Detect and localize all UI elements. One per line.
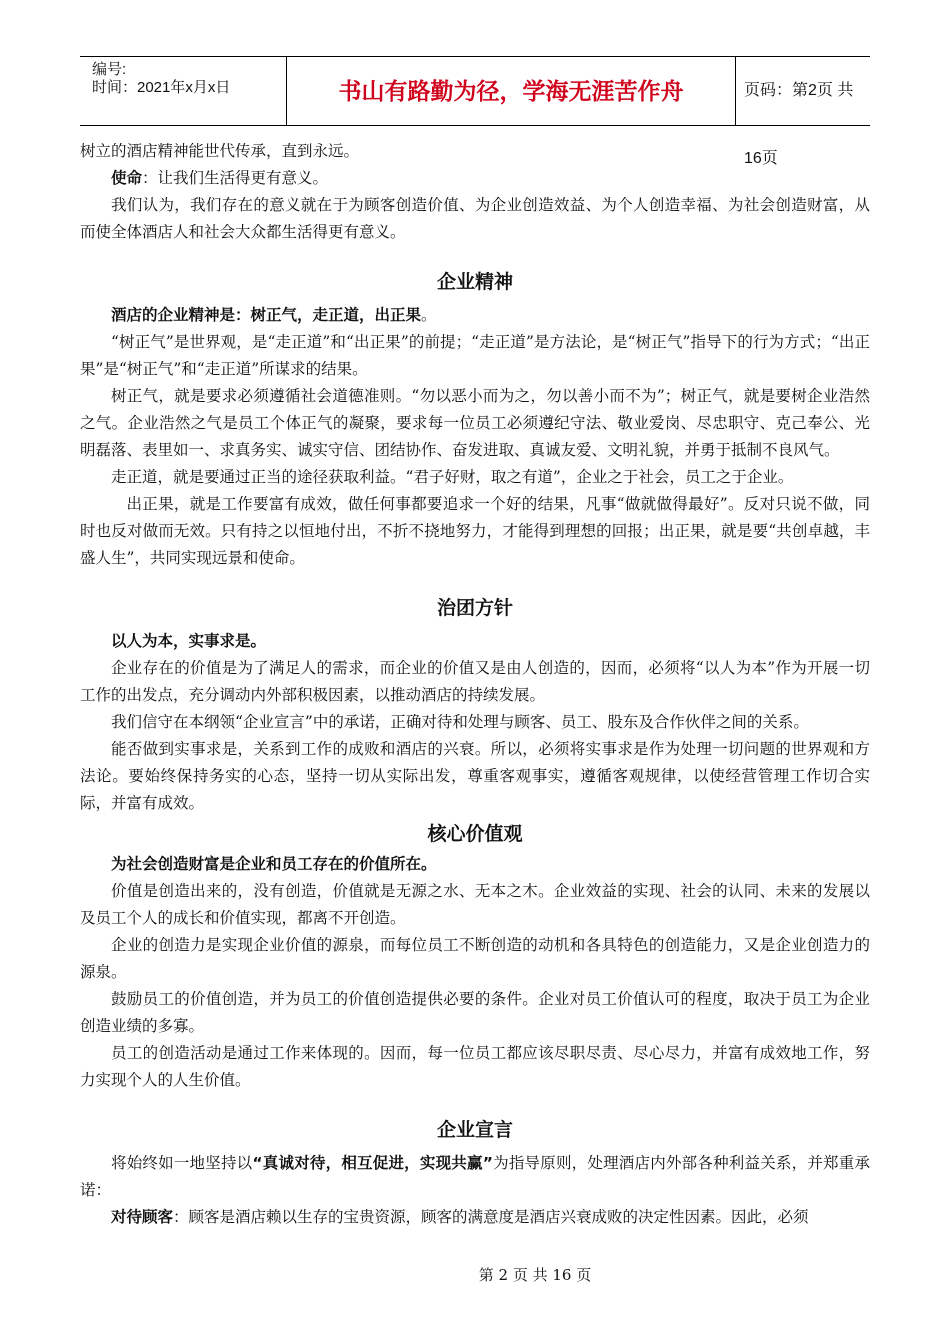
section-lead: [80, 628, 870, 655]
customers-label: 对待顾客: [111, 1208, 174, 1226]
document-body: [80, 138, 870, 1231]
paragraph: 我们信守在本纲领“企业宣言”中的承诺，正确对待和处理与顾客、员工、股东及合作伙伴之间的关系。: [111, 713, 809, 731]
paragraph-declaration: [80, 1150, 870, 1204]
paragraph: 价值是创造出来的，没有创造，价值就是无源之水、无本之木。企业效益的实现、社会的认同、未来的发展以及员工个人的成长和价值实现，都离不开创造。: [80, 882, 870, 927]
paragraph: 树正气，就是要求必须遵循社会道德准则。“勿以恶小而为之，勿以善小而不为”；树正气，就是要树企业浩然之气。企业浩然之气是员工个体正气的凝聚，要求每一位员工必须遵纪守法、敬业爱岗、尽忠职守、克己奉公、光明磊落、表里如一、求真务实、诚实守信、团结协作、奋发进取、真诚友爱、文明礼貌，并勇于抵制不良风气。: [80, 387, 870, 459]
paragraph: 能否做到实事求是，关系到工作的成败和酒店的兴衰。所以，必须将实事求是作为处理一切问题的世界观和方法论。要始终保持务实的心态，坚持一切从实际出发，尊重客观事实，遵循客观规律，以使经营管理工作切合实际，并富有成效。: [80, 740, 870, 812]
declaration-text-a: 将始终如一地坚持以: [111, 1154, 253, 1172]
paragraph: 树立的酒店精神能世代传承，直到永远。: [80, 142, 360, 160]
section-lead-bold: 为社会创造财富是企业和员工存在的价值所在。: [111, 855, 437, 873]
paragraph: 企业的创造力是实现企业价值的源泉，而每位员工不断创造的动机和各具特色的创造能力，又是企业创造力的源泉。: [80, 936, 870, 981]
paragraph-mission: [80, 165, 870, 192]
section-heading: 核心价值观: [427, 823, 523, 845]
customers-text: ：顾客是酒店赖以生存的宝贵资源，顾客的满意度是酒店兴衰成败的决定性因素。因此，必须: [173, 1208, 809, 1226]
paragraph: 我们认为，我们存在的意义就在于为顾客创造价值、为企业创造效益、为个人创造幸福、为社会创造财富，从而使全体酒店人和社会大众都生活得更有意义。: [80, 196, 870, 241]
mission-label: 使命: [111, 169, 143, 187]
section-heading: 治团方针: [436, 597, 513, 619]
section-heading: 企业精神: [436, 271, 513, 293]
section-lead-end: 。: [421, 306, 437, 324]
mission-text: ：让我们生活得更有意义。: [142, 169, 329, 187]
section-lead: [80, 302, 870, 329]
paragraph-customers: [80, 1204, 870, 1231]
page-footer: 第 2 页 共 16 页: [478, 1266, 592, 1284]
declaration-principle: “真诚对待，相互促进，实现共赢”: [252, 1154, 493, 1172]
paragraph: 企业存在的价值是为了满足人的需求，而企业的价值又是由人创造的，因而，必须将“以人为本”作为开展一切工作的出发点，充分调动内外部积极因素，以推动酒店的持续发展。: [80, 659, 870, 704]
paragraph: 员工的创造活动是通过工作来体现的。因而，每一位员工都应该尽职尽责、尽心尽力，并富有成效地工作，努力实现个人的人生价值。: [80, 1044, 870, 1089]
paragraph: 走正道，就是要通过正当的途径获取利益。“君子好财，取之有道”，企业之于社会，员工之于企业。: [111, 468, 794, 486]
section-lead-bold: 以人为本，实事求是。: [111, 632, 267, 650]
section-lead-bold: 酒店的企业精神是：树正气，走正道，出正果: [111, 306, 422, 324]
section-lead: [80, 851, 870, 878]
header-meta: [80, 57, 285, 125]
header-motto: 书山有路勤为径，学海无涯苦作舟: [286, 57, 736, 125]
number-label: 编号:: [92, 61, 127, 78]
date-label: 时间：2021年x月x日: [92, 79, 231, 96]
paragraph: 鼓励员工的价值创造，并为员工的价值创造提供必要的条件。企业对员工价值认可的程度，取决于员工为企业创造业绩的多寡。: [80, 990, 870, 1035]
section-heading: 企业宣言: [436, 1119, 513, 1141]
header-page-info: 页码：第2页 共16页: [744, 82, 854, 167]
paragraph: 出正果，就是工作要富有成效，做任何事都要追求一个好的结果，凡事“做就做得最好”。反对只说不做，同时也反对做而无效。只有持之以恒地付出，不折不挠地努力，才能得到理想的回报；出正果，就是要“共创卓越，丰盛人生”，共同实现远景和使命。: [80, 495, 870, 567]
declaration-text-b: 为指导原则，处理酒店内外部各种利益关系，并郑重承诺：: [80, 1154, 870, 1199]
paragraph: “树正气”是世界观，是“走正道”和“出正果”的前提；“走正道”是方法论，是“树正气”指导下的行为方式；“出正果”是“树正气”和“走正道”所谋求的结果。: [80, 333, 870, 378]
